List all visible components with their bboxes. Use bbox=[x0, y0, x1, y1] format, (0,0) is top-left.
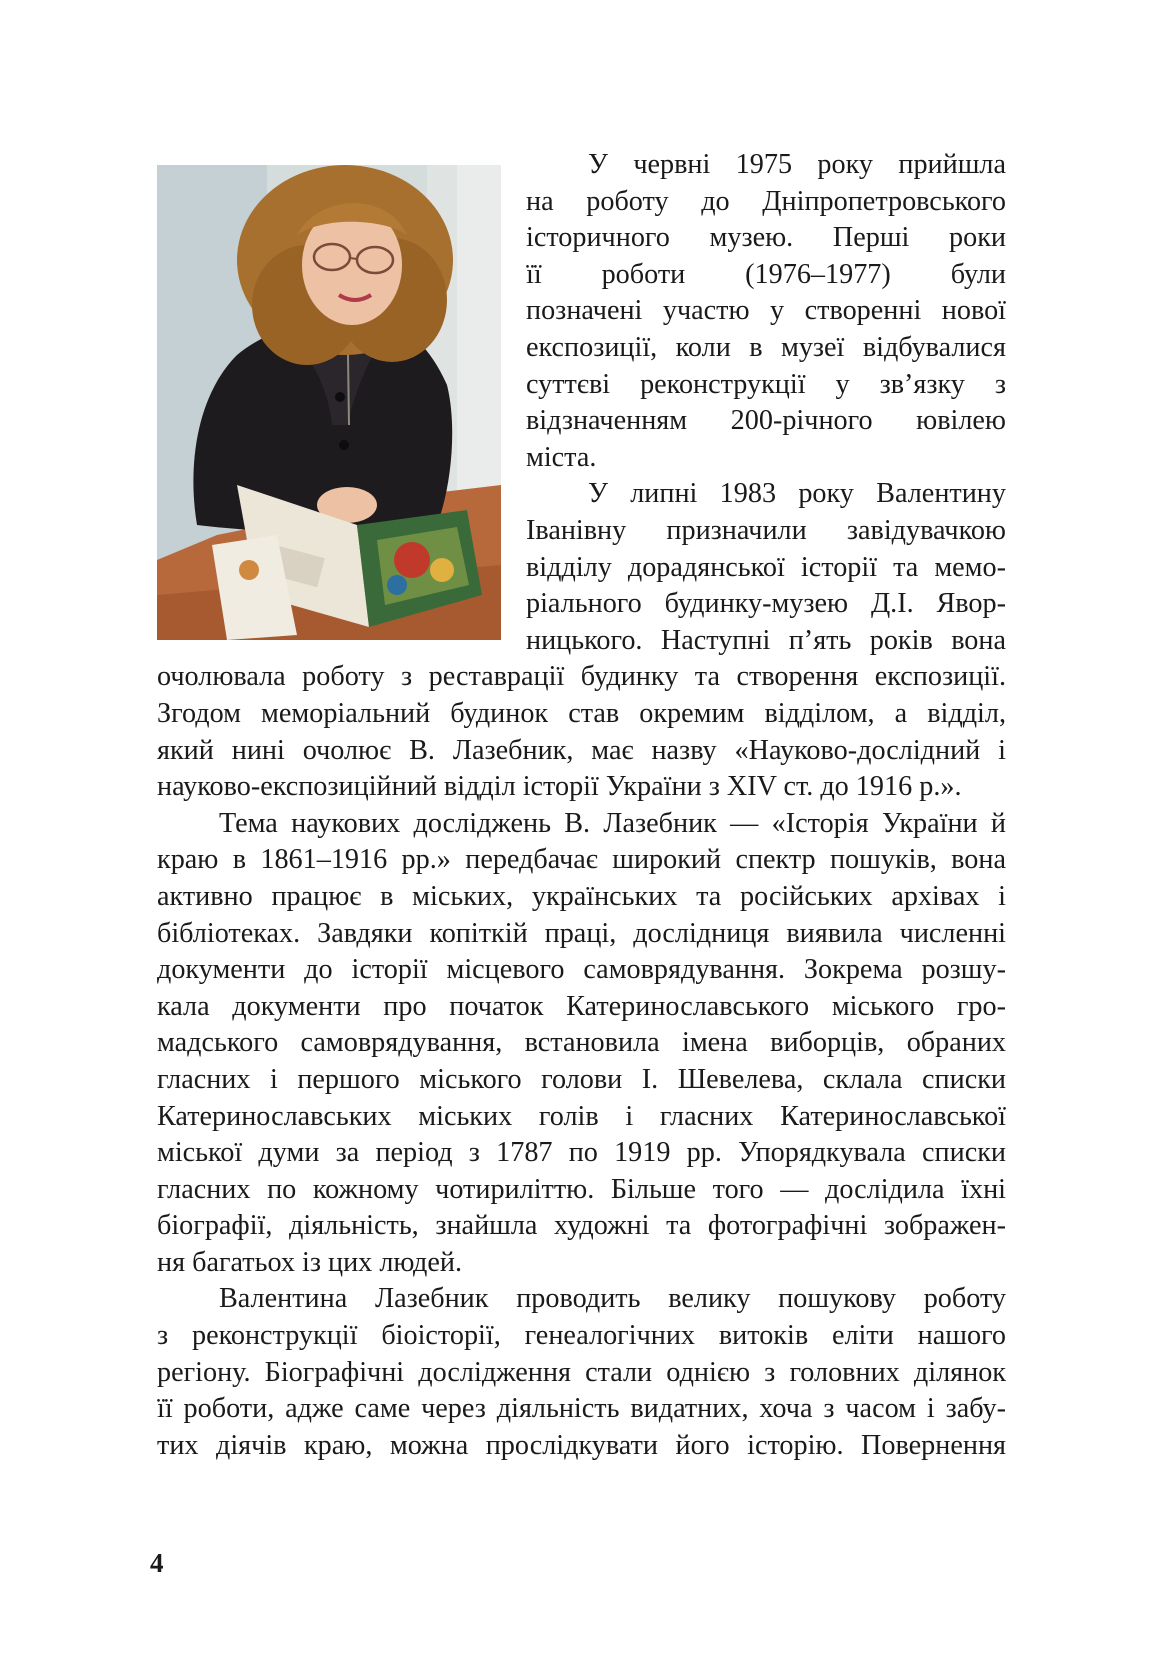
text-line: тих діячів краю, можна прослідкувати його історію. Повернення bbox=[157, 1429, 1006, 1461]
text-line: очолювала роботу з реставрації будинку та створення експозиції. bbox=[157, 661, 1006, 693]
text-line: ня багатьох із цих людей. bbox=[157, 1246, 462, 1278]
portrait-photo bbox=[157, 165, 501, 640]
text-line: на роботу до Дніпропетровського bbox=[526, 185, 1006, 217]
text-line: бібліотеках. Завдяки копіткій праці, дослідниця виявила численні bbox=[157, 917, 1006, 949]
text-line: Іванівну призначили завідувачкою bbox=[526, 514, 1006, 546]
text-line: краю в 1861–1916 рр.» передбачає широкий спектр пошуків, вона bbox=[157, 844, 1006, 876]
text-line: який нині очолює В. Лазебник, має назву «Науково-дослідний і bbox=[157, 734, 1006, 766]
text-line: Тема наукових досліджень В. Лазебник — «Історія України й bbox=[219, 807, 1006, 839]
text-line: з реконструкції біоісторії, генеалогічних витоків еліти нашого bbox=[157, 1320, 1006, 1352]
text-line: науково-експозиційний відділ історії України з XIV ст. до 1916 р.». bbox=[157, 771, 962, 803]
text-line: історичного музею. Перші роки bbox=[526, 222, 1006, 254]
text-line: міської думи за період з 1787 по 1919 рр. Упорядкувала списки bbox=[157, 1137, 1006, 1169]
text-line: кала документи про початок Катеринославського міського гро- bbox=[157, 990, 1006, 1022]
text-line: активно працює в міських, українських та російських архівах і bbox=[157, 880, 1006, 912]
text-line: документи до історії місцевого самоврядування. Зокрема розшу- bbox=[157, 954, 1006, 986]
text-line: відділу дорадянської історії та мемо- bbox=[526, 551, 1006, 583]
text-line: мадського самоврядування, встановила імена виборців, обраних bbox=[157, 1027, 1006, 1059]
page-number: 4 bbox=[150, 1548, 164, 1578]
text-line: регіону. Біографічні дослідження стали однією з головних ділянок bbox=[157, 1356, 1006, 1388]
text-line: міста. bbox=[526, 441, 597, 473]
text-line: суттєві реконструкції у зв’язку з bbox=[526, 368, 1006, 400]
text-line: ріального будинку-музею Д.І. Явор- bbox=[526, 588, 1006, 620]
text-column-beside-photo bbox=[526, 147, 1006, 659]
text-line: її роботи (1976–1977) були bbox=[526, 258, 1006, 290]
text-line: гласних по кожному чотириліттю. Більше того — дослідила їхні bbox=[157, 1173, 1006, 1205]
text-line: Катеринославських міських голів і гласних Катеринославської bbox=[157, 1100, 1006, 1132]
text-line: У червні 1975 року прийшла bbox=[588, 149, 1006, 180]
text-line: її роботи, адже саме через діяльність видатних, хоча з часом і забу- bbox=[157, 1393, 1006, 1425]
text-line: позначені участю у створенні нової bbox=[526, 295, 1006, 327]
text-line: відзначенням 200-річного ювілею bbox=[526, 405, 1006, 437]
text-line: гласних і першого міського голови І. Шевелева, склала списки bbox=[157, 1063, 1006, 1095]
text-column-full bbox=[157, 659, 1006, 1464]
text-line: біографії, діяльність, знайшла художні та фотографічні зображен- bbox=[157, 1210, 1006, 1242]
text-line: Валентина Лазебник проводить велику пошукову роботу bbox=[219, 1283, 1006, 1315]
text-line: ницького. Наступні п’ять років вона bbox=[526, 624, 1006, 656]
text-line: У липні 1983 року Валентину bbox=[588, 478, 1006, 510]
portrait-illustration bbox=[157, 165, 501, 640]
text-line: Згодом меморіальний будинок став окремим відділом, а відділ, bbox=[157, 697, 1006, 729]
text-line: експозиції, коли в музеї відбувалися bbox=[526, 331, 1006, 363]
